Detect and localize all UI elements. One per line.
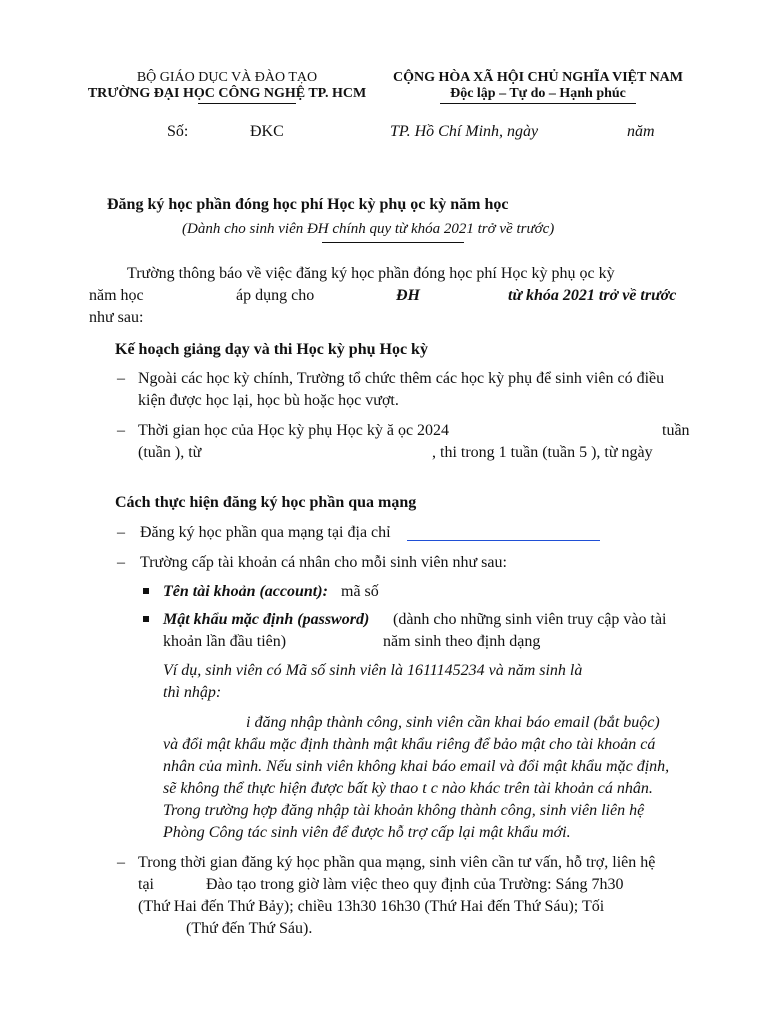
password-desc-line-2a: khoản lần đầu tiên) [163, 633, 287, 650]
plan-bullet-2-weeks: tuần [662, 422, 690, 439]
support-line-3: (Thứ Hai đến Thứ Bảy); chiều 13h30 16h30 (Thứ Hai đến Thứ Sáu); Tối [138, 898, 605, 915]
note-line-1: i đăng nhập thành công, sinh viên cần khai báo email (bắt buộc) [246, 714, 660, 731]
bullet-dash: – [117, 422, 125, 439]
square-bullet [143, 588, 149, 594]
note-line-4: sẽ không thể thực hiện được bất kỳ thao t c nào khác trên tài khoản cá nhân. [163, 780, 653, 797]
ministry-name: BỘ GIÁO DỤC VÀ ĐÀO TẠO [136, 70, 318, 85]
example-line-2: thì nhập: [163, 684, 222, 701]
password-label: Mật khẩu mặc định (password) [163, 611, 370, 628]
plan-bullet-2-line-1: Thời gian học của Học kỳ phụ Học kỳ ă ọc 2024 [138, 422, 450, 439]
bullet-dash: – [117, 370, 125, 387]
password-desc-line-1: (dành cho những sinh viên truy cập vào tài [393, 611, 667, 628]
intro-level: ĐH [396, 287, 420, 304]
intro-line-1: Trường thông báo về việc đăng ký học phần đóng học phí Học kỳ phụ ọc kỳ [127, 265, 615, 282]
bullet-dash: – [117, 854, 125, 871]
note-line-2: và đổi mật khẩu mặc định thành mật khẩu riêng để bảo mật cho tài khoản cá [163, 736, 656, 753]
account-value: mã số [341, 583, 379, 600]
section-plan-heading: Kế hoạch giảng dạy và thi Học kỳ phụ Học kỳ [115, 341, 428, 358]
plan-bullet-2-line-2b: , thi trong 1 tuần (tuần 5 ), từ ngày [432, 444, 653, 461]
intro-cohort: từ khóa 2021 trở về trước [508, 287, 677, 304]
note-line-5: Trong trường hợp đăng nhập tài khoản không thành công, sinh viên liên hệ [163, 802, 645, 819]
bullet-dash: – [117, 554, 125, 571]
support-line-2b: Đào tạo trong giờ làm việc theo quy định của Trường: Sáng 7h30 [206, 876, 624, 893]
support-line-2a: tại [138, 876, 154, 893]
national-motto: Độc lập – Tự do – Hạnh phúc [450, 86, 626, 101]
note-line-3: nhân của mình. Nếu sinh viên không khai báo email và đổi mật khẩu mặc định, [163, 758, 670, 775]
support-line-1: Trong thời gian đăng ký học phần qua mạng, sinh viên cần tư vấn, hỗ trợ, liên hệ [138, 854, 656, 871]
place-date: TP. Hồ Chí Minh, ngày [390, 123, 539, 140]
registration-address-text: Đăng ký học phần qua mạng tại địa chỉ [140, 524, 391, 541]
motto-underline [440, 103, 636, 104]
intro-school-year: năm học [89, 287, 144, 304]
example-line-1: Ví dụ, sinh viên có Mã số sinh viên là 1611145234 và năm sinh là [163, 662, 583, 679]
document-title: Đăng ký học phần đóng học phí Học kỳ phụ ọc kỳ năm học [107, 196, 509, 213]
document-number-label: Số: [167, 123, 189, 140]
plan-bullet-2-line-2a: (tuần ), từ [138, 444, 202, 461]
support-line-4: (Thứ đến Thứ Sáu). [186, 920, 313, 937]
document-subtitle: (Dành cho sinh viên ĐH chính quy từ khóa 2021 trở về trước) [182, 221, 555, 237]
intro-applies-to: áp dụng cho [236, 287, 315, 304]
bullet-dash: – [117, 524, 125, 541]
year-label: năm [627, 123, 655, 140]
republic-name: CỘNG HÒA XÃ HỘI CHỦ NGHĨA VIỆT NAM [392, 70, 684, 85]
plan-bullet-1-line-2: kiện được học lại, học bù hoặc học vượt. [138, 392, 399, 409]
password-desc-line-2b: năm sinh theo định dạng [383, 633, 541, 650]
university-name: TRƯỜNG ĐẠI HỌC CÔNG NGHỆ TP. HCM [87, 86, 367, 101]
university-underline [198, 103, 296, 104]
account-label: Tên tài khoản (account): [163, 583, 328, 600]
section-registration-heading: Cách thực hiện đăng ký học phần qua mạng [115, 494, 417, 511]
account-intro-text: Trường cấp tài khoản cá nhân cho mỗi sinh viên như sau: [140, 554, 507, 571]
registration-url-link[interactable] [407, 540, 600, 541]
square-bullet [143, 616, 149, 622]
intro-line-3: như sau: [89, 309, 144, 326]
subtitle-underline [322, 242, 464, 243]
plan-bullet-1-line-1: Ngoài các học kỳ chính, Trường tổ chức thêm các học kỳ phụ để sinh viên có điều [138, 370, 665, 387]
document-number-code: ĐKC [250, 123, 284, 140]
note-line-6: Phòng Công tác sinh viên để được hỗ trợ cấp lại mật khẩu mới. [163, 824, 571, 841]
